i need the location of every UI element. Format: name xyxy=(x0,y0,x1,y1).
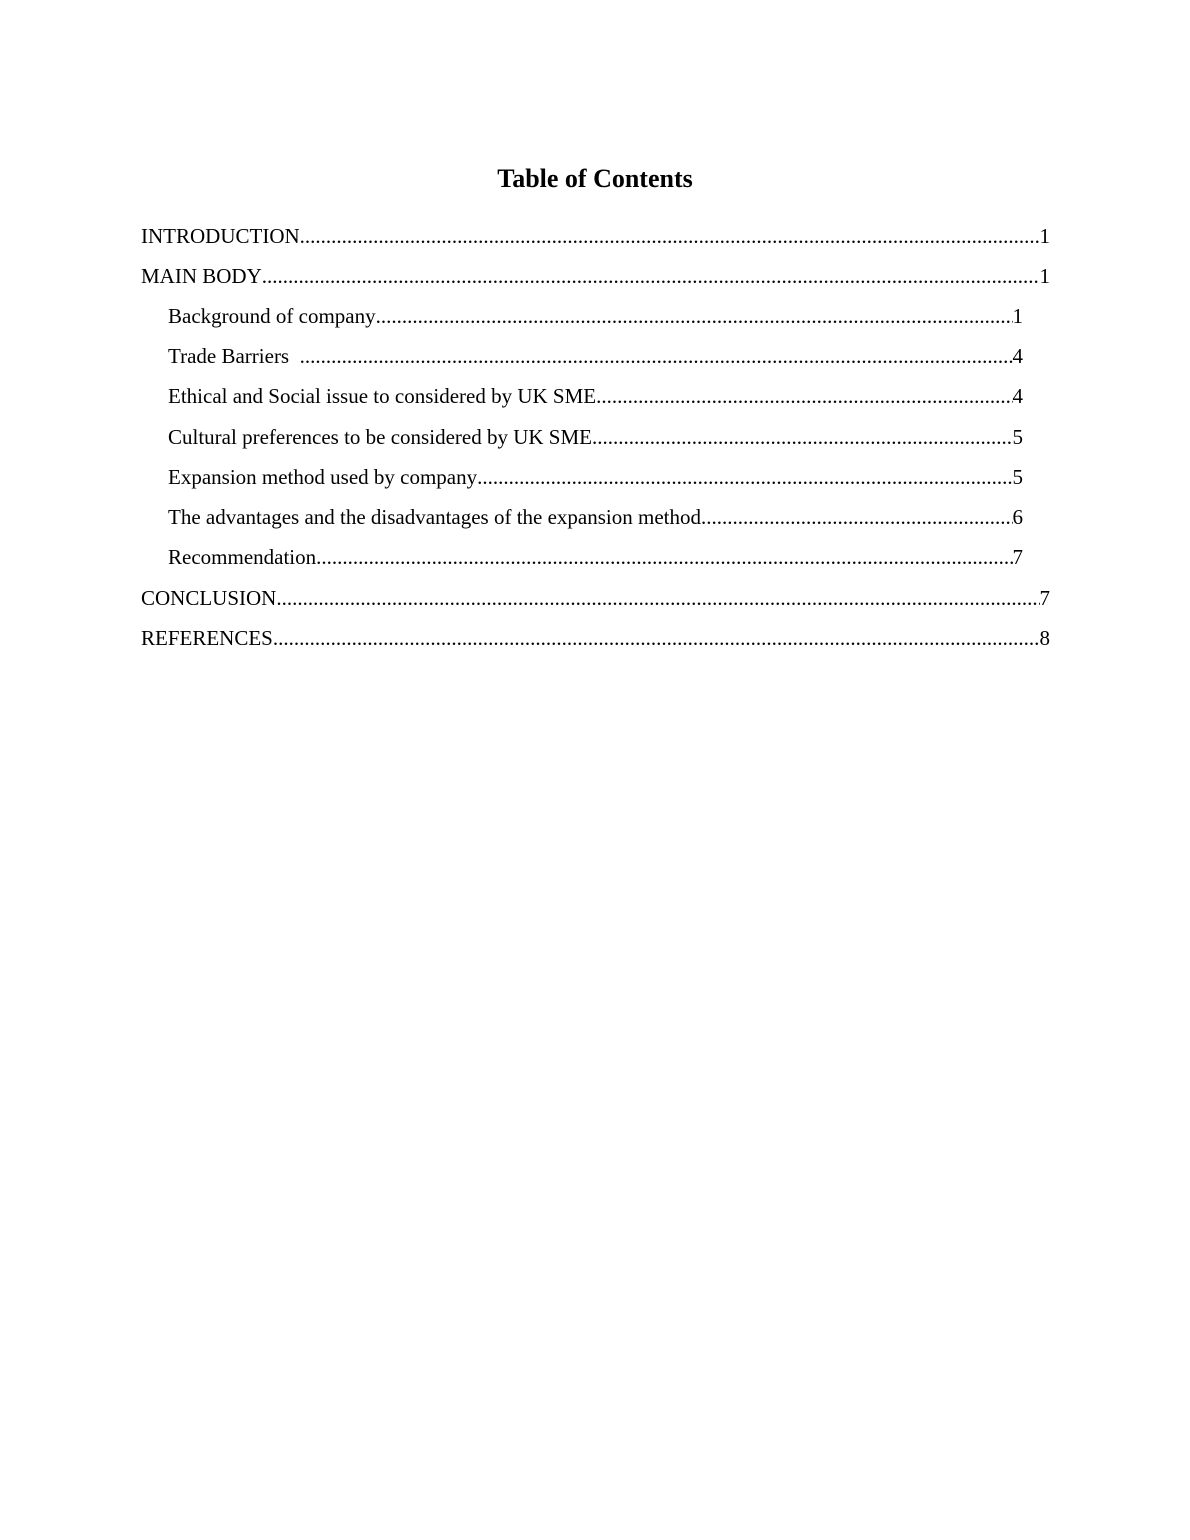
toc-page-number: 8 xyxy=(1039,626,1050,650)
toc-entry-background-of-company[interactable] xyxy=(168,302,1023,330)
toc-page-number: 1 xyxy=(1012,304,1023,328)
toc-entry-main-body[interactable] xyxy=(141,262,1050,290)
toc-entry-references[interactable] xyxy=(141,624,1050,652)
toc-entry-trade-barriers[interactable] xyxy=(168,342,1023,370)
toc-entry-label: Cultural preferences to be considered by UK SME xyxy=(168,425,592,449)
toc-page-number: 5 xyxy=(1012,425,1023,449)
toc-leader-dots xyxy=(273,624,1040,652)
toc-page-number: 7 xyxy=(1039,586,1050,610)
toc-entry-recommendation[interactable] xyxy=(168,543,1023,571)
toc-leader-dots xyxy=(596,382,1012,410)
toc-page-number: 4 xyxy=(1012,344,1023,368)
toc-entry-cultural-preferences[interactable] xyxy=(168,423,1023,451)
toc-page-number: 4 xyxy=(1012,384,1023,408)
toc-leader-dots xyxy=(376,302,1013,330)
toc-page-number: 7 xyxy=(1012,545,1023,569)
toc-entry-label: REFERENCES xyxy=(141,626,273,650)
toc-leader-dots xyxy=(477,463,1012,491)
toc-entry-ethical-social-issue[interactable] xyxy=(168,382,1023,410)
toc-entry-advantages-disadvantages[interactable] xyxy=(168,503,1023,531)
toc-leader-dots xyxy=(701,503,1013,531)
toc-page-number: 1 xyxy=(1039,264,1050,288)
toc-page-number: 5 xyxy=(1012,465,1023,489)
toc-entry-label: Ethical and Social issue to considered by UK SME xyxy=(168,384,597,408)
toc-entry-label: Background of company xyxy=(168,304,376,328)
toc-leader-dots xyxy=(276,584,1039,612)
toc-page-number: 1 xyxy=(1039,224,1050,248)
toc-title: Table of Contents xyxy=(497,164,693,193)
toc-leader-dots xyxy=(300,222,1040,250)
toc-leader-dots xyxy=(300,342,1013,370)
toc-leader-dots xyxy=(592,423,1013,451)
toc-entry-label: INTRODUCTION xyxy=(141,224,300,248)
toc-entry-label: Expansion method used by company xyxy=(168,465,478,489)
toc-page-number: 6 xyxy=(1012,505,1023,529)
toc-entry-label: The advantages and the disadvantages of the expansion method xyxy=(168,505,701,529)
toc-entry-introduction[interactable] xyxy=(141,222,1050,250)
toc-entry-label: Trade Barriers xyxy=(168,344,300,368)
toc-entry-label: Recommendation xyxy=(168,545,317,569)
toc-entry-conclusion[interactable] xyxy=(141,584,1050,612)
toc-leader-dots xyxy=(316,543,1012,571)
toc-entry-label: MAIN BODY xyxy=(141,264,262,288)
toc-leader-dots xyxy=(262,262,1040,290)
toc-entry-expansion-method[interactable] xyxy=(168,463,1023,491)
toc-entry-label: CONCLUSION xyxy=(141,586,277,610)
